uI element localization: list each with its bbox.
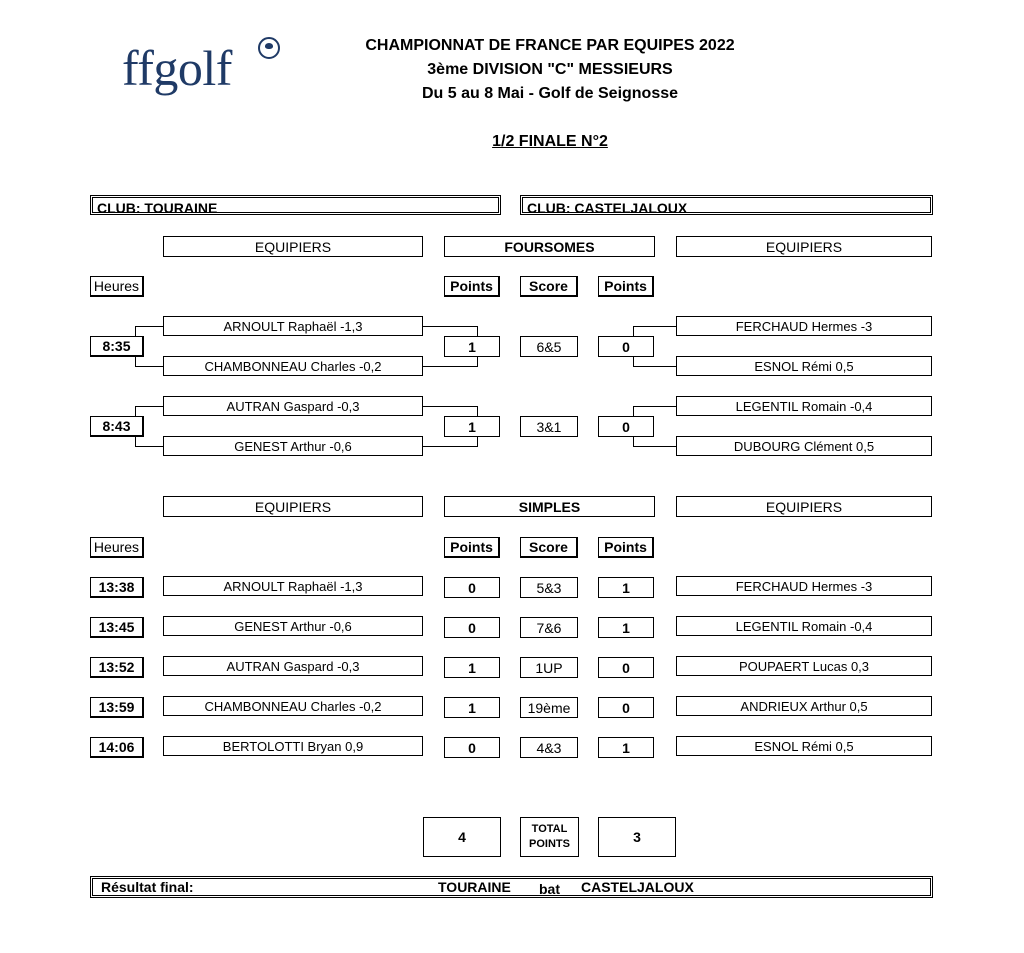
result-loser: CASTELJALOUX <box>581 879 694 895</box>
score-label: Score <box>520 276 578 297</box>
foursome-2-left-player-1: AUTRAN Gaspard -0,3 <box>163 396 423 416</box>
foursome-1-score: 6&5 <box>520 336 578 357</box>
club-right: CLUB: CASTELJALOUX <box>520 195 933 215</box>
foursome-2-left-player-2: GENEST Arthur -0,6 <box>163 436 423 456</box>
simple-5-left-player: BERTOLOTTI Bryan 0,9 <box>163 736 423 756</box>
simple-1-score: 5&3 <box>520 577 578 598</box>
foursome-1-time: 8:35 <box>90 336 144 357</box>
simple-4-right-points: 0 <box>598 697 654 718</box>
simple-3-left-player: AUTRAN Gaspard -0,3 <box>163 656 423 676</box>
points-right-label-simples: Points <box>598 537 654 558</box>
foursome-1-right-player-1: FERCHAUD Hermes -3 <box>676 316 932 336</box>
foursome-1-right-player-2: ESNOL Rémi 0,5 <box>676 356 932 376</box>
simple-1-left-points: 0 <box>444 577 500 598</box>
points-right-label: Points <box>598 276 654 297</box>
simple-1-right-points: 1 <box>598 577 654 598</box>
simple-3-score: 1UP <box>520 657 578 678</box>
simple-2-left-points: 0 <box>444 617 500 638</box>
foursome-2-score: 3&1 <box>520 416 578 437</box>
simple-2-right-points: 1 <box>598 617 654 638</box>
equipiers-right-header-simples: EQUIPIERS <box>676 496 932 517</box>
foursome-1-left-player-2: CHAMBONNEAU Charles -0,2 <box>163 356 423 376</box>
simple-3-right-player: POUPAERT Lucas 0,3 <box>676 656 932 676</box>
simple-5-score: 4&3 <box>520 737 578 758</box>
result-winner: TOURAINE <box>438 879 511 895</box>
simple-4-right-player: ANDRIEUX Arthur 0,5 <box>676 696 932 716</box>
simple-5-right-points: 1 <box>598 737 654 758</box>
total-label-line-2: POINTS <box>529 838 570 850</box>
equipiers-right-header: EQUIPIERS <box>676 236 932 257</box>
foursome-1-left-points: 1 <box>444 336 500 357</box>
equipiers-left-header-simples: EQUIPIERS <box>163 496 423 517</box>
simple-1-time: 13:38 <box>90 577 144 598</box>
result-verb: bat <box>539 881 560 897</box>
foursome-2-right-player-1: LEGENTIL Romain -0,4 <box>676 396 932 416</box>
foursome-2-left-points: 1 <box>444 416 500 437</box>
simple-5-right-player: ESNOL Rémi 0,5 <box>676 736 932 756</box>
simple-3-left-points: 1 <box>444 657 500 678</box>
simple-4-left-player: CHAMBONNEAU Charles -0,2 <box>163 696 423 716</box>
points-left-label-simples: Points <box>444 537 500 558</box>
heures-label: Heures <box>90 276 144 297</box>
simple-4-left-points: 1 <box>444 697 500 718</box>
simple-2-left-player: GENEST Arthur -0,6 <box>163 616 423 636</box>
title-line-3: Du 5 au 8 Mai - Golf de Seignosse <box>421 85 679 102</box>
total-left: 4 <box>423 817 501 857</box>
simple-5-time: 14:06 <box>90 737 144 758</box>
foursome-1-left-player-1: ARNOULT Raphaël -1,3 <box>163 316 423 336</box>
stage-title: 1/2 FINALE N°2 <box>492 133 608 150</box>
simple-1-right-player: FERCHAUD Hermes -3 <box>676 576 932 596</box>
total-right: 3 <box>598 817 676 857</box>
simple-4-score: 19ème <box>520 697 578 718</box>
score-label-simples: Score <box>520 537 578 558</box>
ffgolf-logo <box>122 36 282 100</box>
title-line-2: 3ème DIVISION "C" MESSIEURS <box>427 61 673 78</box>
points-left-label: Points <box>444 276 500 297</box>
foursome-2-right-points: 0 <box>598 416 654 437</box>
simples-header: SIMPLES <box>444 496 655 517</box>
total-label-line-1: TOTAL <box>531 823 568 835</box>
simple-4-time: 13:59 <box>90 697 144 718</box>
simple-2-time: 13:45 <box>90 617 144 638</box>
logo-text: ffgolf <box>122 40 232 96</box>
club-left: CLUB: TOURAINE <box>90 195 501 215</box>
total-points-label <box>520 817 579 857</box>
foursome-2-time: 8:43 <box>90 416 144 437</box>
equipiers-left-header: EQUIPIERS <box>163 236 423 257</box>
simple-1-left-player: ARNOULT Raphaël -1,3 <box>163 576 423 596</box>
golf-ball-icon <box>258 37 280 59</box>
simple-2-right-player: LEGENTIL Romain -0,4 <box>676 616 932 636</box>
title-line-1: CHAMPIONNAT DE FRANCE PAR EQUIPES 2022 <box>365 37 735 54</box>
result-label: Résultat final: <box>101 879 194 895</box>
simple-2-score: 7&6 <box>520 617 578 638</box>
simple-3-right-points: 0 <box>598 657 654 678</box>
foursome-1-right-points: 0 <box>598 336 654 357</box>
simple-3-time: 13:52 <box>90 657 144 678</box>
foursome-2-right-player-2: DUBOURG Clément 0,5 <box>676 436 932 456</box>
simple-5-left-points: 0 <box>444 737 500 758</box>
heures-label-simples: Heures <box>90 537 144 558</box>
foursomes-header: FOURSOMES <box>444 236 655 257</box>
final-result <box>90 876 933 898</box>
